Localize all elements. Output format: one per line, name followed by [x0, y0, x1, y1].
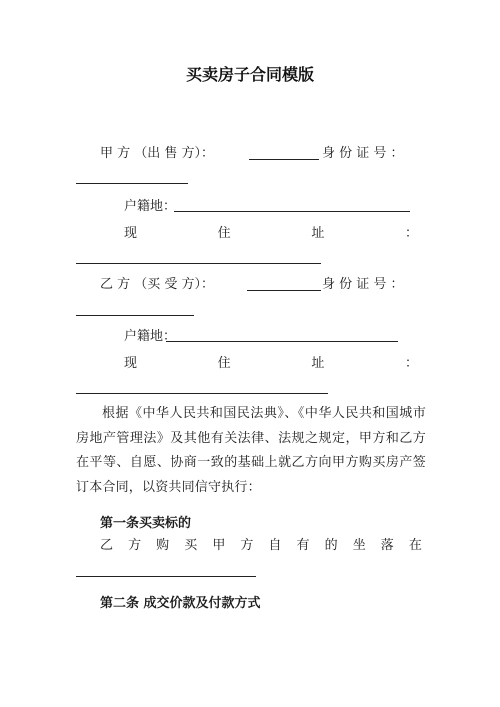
address-char: 住 [217, 226, 231, 241]
party-a-id-label: 身 份 证 号 ： [322, 146, 404, 161]
article-char: 方 [240, 538, 254, 553]
party-b-hukou-label: 户籍地： [124, 329, 177, 344]
article-char: 坐 [352, 538, 366, 553]
party-b-label: 乙 方 （买 受 方）： [100, 277, 215, 292]
party-a-label: 甲 方 （出 售 方）： [100, 146, 215, 161]
party-b-name-blank [247, 290, 321, 291]
article-char: 买 [184, 538, 198, 553]
article-char: 的 [324, 538, 338, 553]
party-b-address-label [124, 356, 418, 372]
article-char: 落 [380, 538, 394, 553]
preamble-paragraph: 根据《中华人民共和国民法典》、《中华人民共和国城市房地产管理法》及其他有关法律、法规之规定，甲方和乙方在平等、自愿、协商一致的基础上就乙方向甲方购买房产签订本合同，以资共同信守执行： [76, 406, 426, 495]
party-b-address-blank [76, 393, 328, 394]
party-b-id-blank [76, 315, 194, 316]
party-a-address-blank [76, 263, 321, 264]
address-char: ： [404, 226, 418, 241]
party-a-id-blank [76, 183, 188, 184]
article-1-line [100, 538, 422, 554]
article-2-heading: 第二条 成交价款及付款方式 [100, 596, 261, 611]
article-1-heading: 第一条买卖标的 [100, 516, 192, 531]
article-char: 购 [156, 538, 170, 553]
article-char: 在 [408, 538, 422, 553]
article-char: 方 [128, 538, 142, 553]
address-char: 址 [311, 226, 325, 241]
party-b-hukou-blank [166, 341, 398, 342]
article-char: 有 [296, 538, 310, 553]
party-a-name-blank [249, 159, 319, 160]
address-char: 住 [217, 356, 231, 371]
article-char: 甲 [212, 538, 226, 553]
address-char: ： [404, 356, 418, 371]
party-a-hukou-label: 户籍地： [124, 199, 177, 214]
party-b-id-label: 身 份 证 号 ： [322, 277, 404, 292]
article-char: 自 [268, 538, 282, 553]
address-char: 现 [124, 356, 138, 371]
article-char: 乙 [100, 538, 114, 553]
party-a-hukou-blank [174, 211, 410, 212]
party-a-address-label [124, 226, 418, 242]
address-char: 现 [124, 226, 138, 241]
page-title: 买卖房子合同模版 [185, 65, 314, 84]
address-char: 址 [311, 356, 325, 371]
article-1-location-blank [76, 576, 256, 577]
